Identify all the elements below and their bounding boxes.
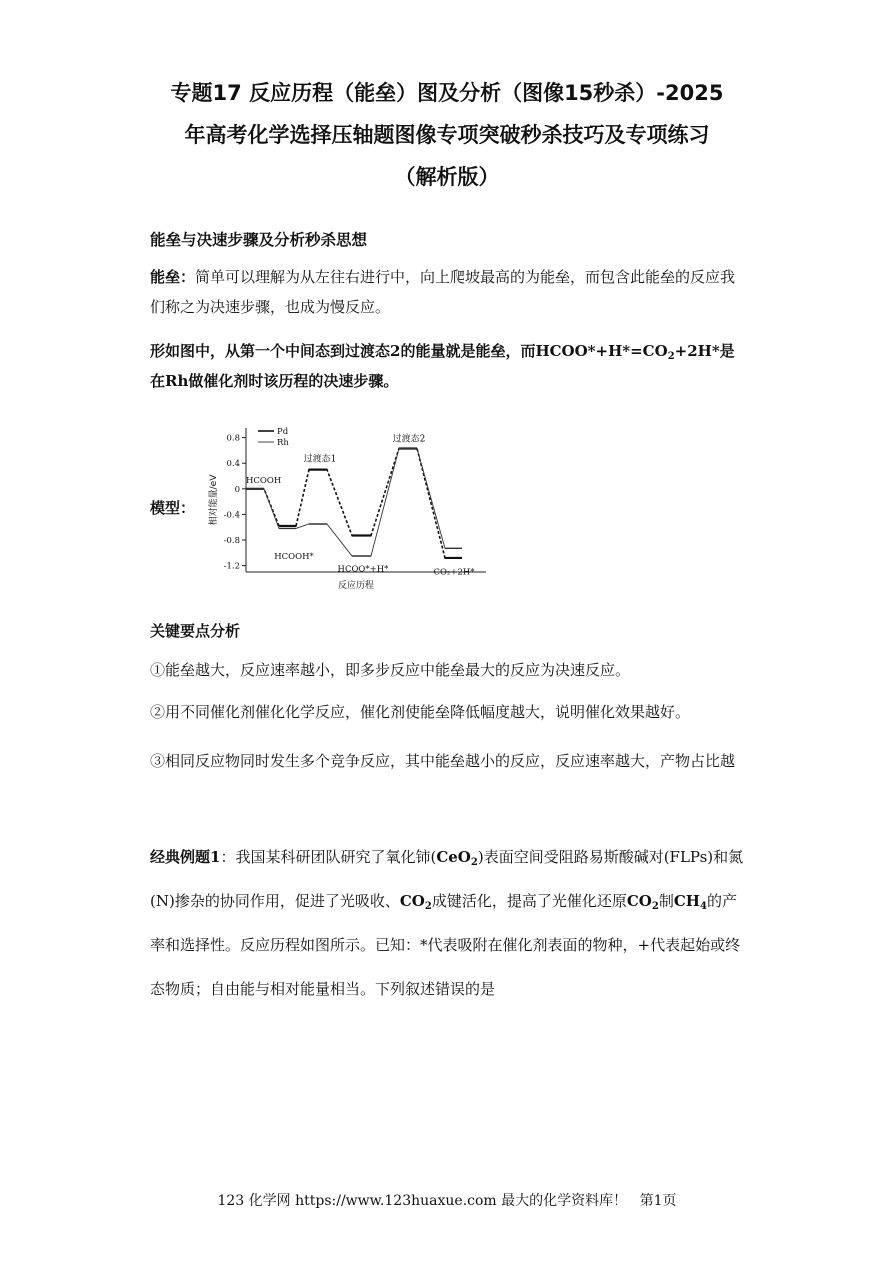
state-label-hcooh: HCOOH <box>246 475 282 486</box>
legend-label-rh: Rh <box>277 438 289 448</box>
series-line-pd <box>246 448 462 557</box>
y-tick-label: 0.4 <box>226 459 240 470</box>
rate-step-sub: 2 <box>667 351 675 362</box>
y-axis-label: 相对能量/eV <box>209 474 219 526</box>
state-label-hcooh-ads: HCOOH* <box>274 551 314 562</box>
formula-ch4: CH <box>673 892 700 910</box>
example-text-a: 我国某科研团队研究了氧化铈( <box>235 848 437 866</box>
section-heading: 能垒与决速步骤及分析秒杀思想 <box>150 231 368 249</box>
formula-co2-a: CO <box>399 892 425 910</box>
example-label: 经典例题1 <box>150 848 221 866</box>
legend-label-pd: Pd <box>277 427 289 437</box>
energy-profile-chart <box>206 420 496 595</box>
formula-ceo2-sub: 2 <box>470 857 478 868</box>
example-text-d: 成键活化，提高了光催化还原 <box>431 892 627 910</box>
formula-ceo2: CeO <box>436 848 471 866</box>
footer-site: 123 化学网 https://www.123huaxue.com 最大的化学资料库！ <box>217 1193 628 1209</box>
key-points-heading: 关键要点分析 <box>150 622 241 640</box>
page-title <box>150 72 744 198</box>
y-tick-label: -0.4 <box>223 510 240 521</box>
footer-page-number: 第1页 <box>639 1193 677 1209</box>
title-line-1: 专题17 反应历程（能垒）图及分析（图像15秒杀）-2025 <box>170 81 724 105</box>
key-point-3: ③相同反应物同时发生多个竞争反应，其中能垒越小的反应，反应速率越大，产物占比越 <box>150 752 736 770</box>
y-tick-label: 0 <box>234 484 240 495</box>
paragraph-energy-barrier <box>150 262 746 322</box>
term-colon: ： <box>180 268 196 286</box>
state-label-co2-2h: CO₂+2H* <box>433 567 475 578</box>
state-label-ts2: 过渡态2 <box>392 434 426 445</box>
y-tick-label: 0.8 <box>226 433 240 444</box>
energy-barrier-definition: 简单可以理解为从左往右进行中，向上爬坡最高的为能垒，而包含此能垒的反应我们称之为决速步骤，也成为慢反应。 <box>150 268 736 316</box>
y-tick-label: -0.8 <box>223 536 240 546</box>
y-tick-label: -1.2 <box>223 561 240 572</box>
key-point-1: ①能垒越大，反应速率越小，即多步反应中能垒最大的反应为决速反应。 <box>150 661 631 679</box>
example-text-e: 制 <box>658 892 674 910</box>
example-colon: ： <box>220 848 236 866</box>
formula-co2-b-sub: 2 <box>651 901 659 912</box>
formula-ch4-sub: 4 <box>699 901 707 912</box>
state-label-ts1: 过渡态1 <box>303 454 337 465</box>
state-label-hcoo-h: HCOO*+H* <box>337 564 389 575</box>
term-energy-barrier: 能垒 <box>150 268 181 286</box>
example-text-c: 氮(N)掺杂的协同作用，促进了光吸收、 <box>150 848 744 910</box>
series-line-rh <box>246 448 462 556</box>
example-text-f: 的产率和选择性。反应历程如图所示。已知：*代表吸附在催化剂表面的物种，+代表起始或终态物质；自由能与相对能量相当。下列叙述错误的是 <box>150 892 741 998</box>
x-axis-label: 反应历程 <box>337 581 375 591</box>
example-text-b: )表面空间受阻路易斯酸碱对(FLPs)和 <box>477 848 729 866</box>
rate-step-text-a: 形如图中，从第一个中间态到过渡态2的能量就是能垒，而HCOO*+H*=CO <box>150 342 668 360</box>
formula-co2-a-sub: 2 <box>424 901 432 912</box>
rate-step-text-b: +2H*是在Rh做催化剂时该历程的决速步骤。 <box>150 342 735 390</box>
model-label: 模型： <box>150 499 196 517</box>
key-point-2: ②用不同催化剂催化化学反应，催化剂使能垒降低幅度越大，说明催化效果越好。 <box>150 703 691 721</box>
paragraph-rate-step <box>150 336 746 396</box>
energy-profile-svg <box>206 420 496 595</box>
page-footer <box>0 1190 894 1210</box>
formula-co2-b: CO <box>626 892 652 910</box>
title-line-2: 年高考化学选择压轴题图像专项突破秒杀技巧及专项练习 <box>184 123 710 147</box>
example-1 <box>150 835 746 1011</box>
title-line-3: （解析版） <box>394 165 500 189</box>
